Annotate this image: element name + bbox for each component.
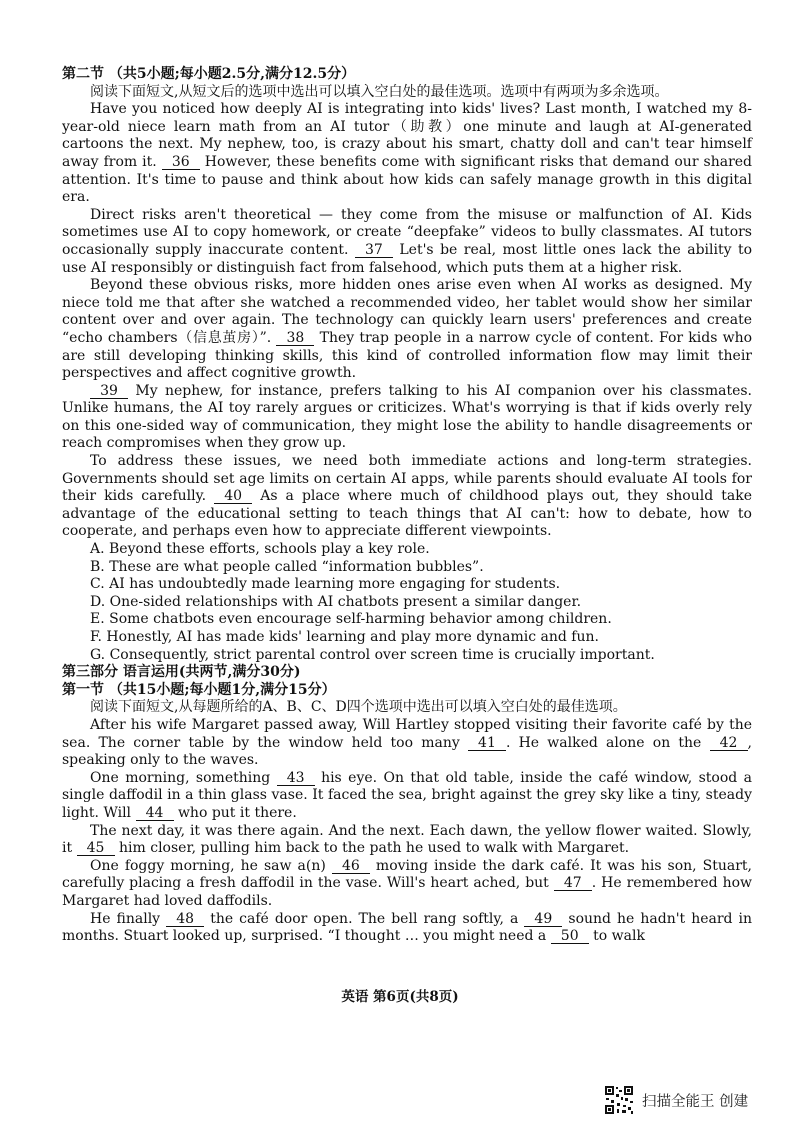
option-f: F. Honestly, AI has made kids' learning and play more dynamic and fun. — [90, 629, 599, 645]
cloze-text: , speaking only to the waves. — [62, 734, 752, 769]
option-b: B. These are what people called “information bubbles”. — [90, 558, 484, 575]
cloze-text: the café door open. The bell rang softly, a — [210, 910, 519, 927]
blank-36: 36 — [162, 155, 200, 170]
cloze-text: One morning, something — [90, 769, 271, 786]
cloze-text: to walk — [593, 928, 645, 945]
blank-50: 50 — [551, 929, 589, 944]
option-d: D. One-sided relationships with AI chatbots present a similar danger. — [90, 593, 582, 610]
cloze-text: He finally — [90, 910, 161, 927]
passage-text: However, these benefits come with significant risks that demand our shared attention. It's time to pause and think about how kids can safely manage growth in this digital era. — [62, 153, 753, 206]
blank-39: 39 — [90, 384, 128, 399]
blank-48: 48 — [166, 912, 204, 927]
blank-40: 40 — [214, 489, 252, 504]
qr-code-icon — [604, 1085, 634, 1115]
blank-47: 47 — [554, 876, 592, 891]
cloze-text: who put it there. — [177, 804, 297, 821]
passage-paragraph-1 — [62, 101, 752, 207]
section2-instructions: 阅读下面短文,从短文后的选项中选出可以填入空白处的最佳选项。选项中有两项为多余选项。 — [90, 83, 669, 100]
scanner-watermark — [604, 1085, 748, 1115]
blank-49: 49 — [524, 912, 562, 927]
cloze-text: him closer, pulling him back to the path he used to walk with Margaret. — [119, 840, 630, 857]
cloze-paragraph-4 — [62, 858, 752, 911]
cloze-paragraph-1 — [62, 717, 752, 770]
blank-45: 45 — [77, 841, 115, 856]
blank-38: 38 — [276, 331, 314, 346]
blank-42: 42 — [710, 736, 748, 751]
option-c: C. AI has undoubtedly made learning more engaging for students. — [90, 576, 561, 593]
page-content — [62, 66, 752, 946]
passage-text: Beyond these obvious risks, more hidden ones arise even when AI works as designed. My niece told me that after she watched a recommended video, her tablet would show her similar content over and over again. The technology can quickly learn users' preferences and create “echo chambers（信息茧房）”. — [62, 277, 752, 346]
cloze-paragraph-3 — [62, 823, 752, 858]
section2-heading: 第二节 （共5小题;每小题2.5分,满分12.5分） — [62, 66, 356, 82]
passage-paragraph-4 — [62, 383, 752, 453]
cloze-text: After his wife Margaret passed away, Will Hartley stopped visiting their favorite café by the sea. The corner table by the window held too many — [62, 716, 752, 751]
cloze-text: his eye. On that old table, inside the café window, stood a single daffodil in a thin glass vase. It faced the sea, bright against the grey sky like a tiny, steady light. Will — [62, 769, 752, 821]
cloze-paragraph-2 — [62, 770, 752, 823]
passage-paragraph-3 — [62, 277, 752, 383]
cloze-text: . He remembered how Margaret had loved daffodils. — [62, 875, 753, 909]
cloze-text: One foggy morning, he saw a(n) — [90, 857, 326, 874]
option-g: G. Consequently, strict parental control over screen time is crucially important. — [90, 646, 655, 663]
blank-44: 44 — [136, 806, 174, 821]
option-e: E. Some chatbots even encourage self-harming behavior among children. — [90, 611, 612, 628]
passage-text: To address these issues, we need both immediate actions and long-term strategies. Governments should set age limits on certain AI apps, while parents should evaluate AI tools for their kids carefully. — [62, 453, 752, 505]
part3-sub-heading: 第一节 （共15小题;每小题1分,满分15分） — [62, 681, 336, 698]
cloze-paragraph-5 — [62, 911, 752, 946]
blank-37: 37 — [355, 243, 393, 258]
option-a: A. Beyond these efforts, schools play a key role. — [90, 541, 430, 558]
passage-text: Direct risks aren't theoretical — they come from the misuse or malfunction of AI. Kids sometimes use AI to copy homework, or create “deepfake” videos to bully classmates. AI tutors occasionally supply inaccurate content. — [62, 206, 752, 258]
passage-paragraph-5 — [62, 453, 752, 541]
passage-text: As a place where much of childhood plays out, they should take advantage of the educational setting to teach things that AI can't: how to debate, how to cooperate, and perhaps even how to appreciate different viewpoints. — [62, 488, 752, 540]
part3-instructions: 阅读下面短文,从每题所给的A、B、C、D四个选项中选出可以填入空白处的最佳选项。 — [90, 699, 627, 716]
cloze-text: . He walked alone on the — [505, 734, 702, 751]
passage-text: They trap people in a narrow cycle of content. For kids who are still developing thinking skills, this kind of controlled information flow may limit their perspectives and affect cognitive growth. — [62, 329, 753, 382]
blank-43: 43 — [277, 771, 315, 786]
page-footer: 英语 第6页(共8页) — [341, 989, 459, 1005]
blank-46: 46 — [332, 859, 370, 874]
passage-paragraph-2 — [62, 207, 752, 277]
cloze-text: The next day, it was there again. And the next. Each dawn, the yellow flower waited. Slowly, it — [62, 822, 752, 857]
cloze-text: moving inside the dark café. It was his son, Stuart, carefully placing a fresh daffodil in the vase. Will's heart ached, but — [62, 857, 753, 892]
passage-text: My nephew, for instance, prefers talking to his AI companion over his classmates. Unlike humans, the AI toy rarely argues or criticizes. What's worrying is that if kids overly rely on this one-sided way of communication, they might lose the ability to handle disagreements or reach compromises when they grow up. — [62, 382, 752, 452]
passage-text: Have you noticed how deeply AI is integrating into kids' lives? Last month, I watched my 8-year-old niece learn math from an AI tutor（助教）one minute and laugh at AI-generated cartoons the next. My nephew, too, is crazy about his smart, chatty doll and can't tear himself away from it. — [62, 101, 752, 170]
passage-text: Let's be real, most little ones lack the ability to use AI responsibly or distinguish fact from falsehood, which puts them at a higher risk. — [62, 241, 753, 276]
blank-41: 41 — [468, 736, 506, 751]
cloze-text: sound he hadn't heard in months. Stuart looked up, surprised. “I thought … you might need a — [62, 910, 753, 945]
part3-heading: 第三部分 语言运用(共两节,满分30分) — [62, 664, 301, 681]
watermark-text: 扫描全能王 创建 — [642, 1093, 749, 1110]
